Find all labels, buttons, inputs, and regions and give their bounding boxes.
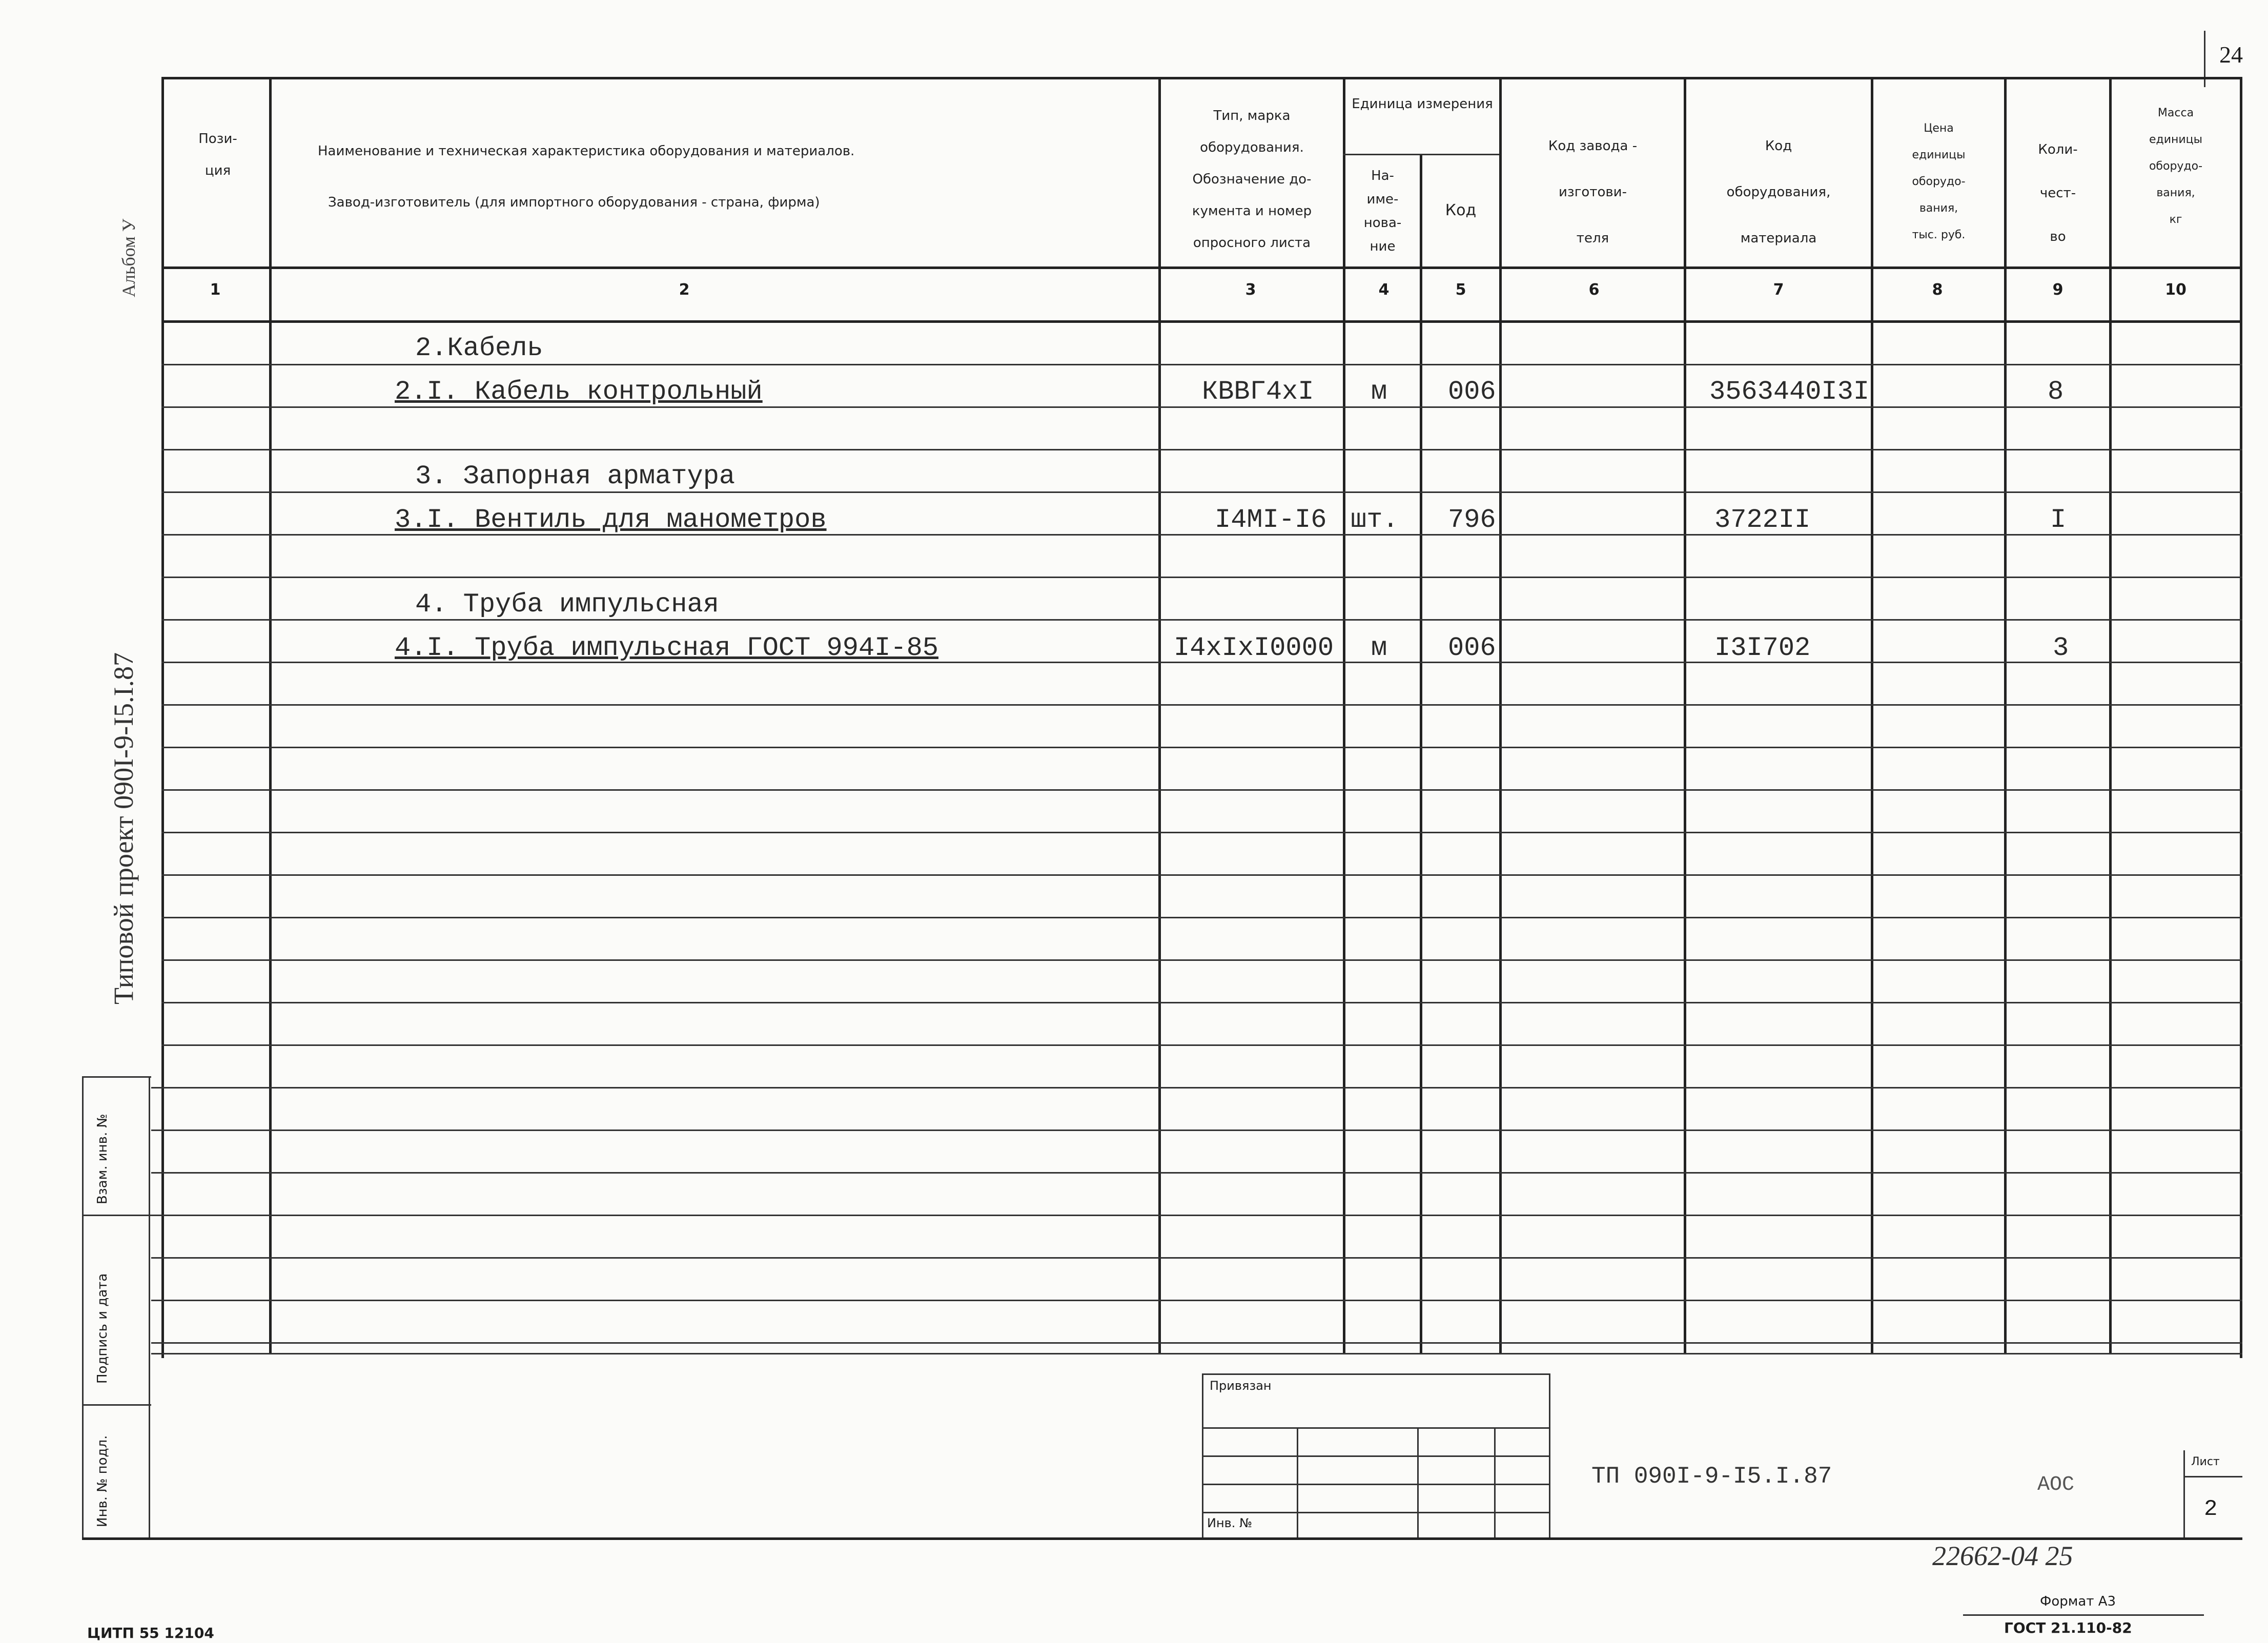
header-unit-name: На- име- нова- ние	[1363, 168, 1402, 254]
table-row-line	[151, 1342, 2242, 1344]
table-row-line	[161, 874, 2242, 876]
row-section-pipe: 4. Труба импульсная	[415, 589, 719, 620]
row-pipe-code: 006	[1448, 633, 1496, 663]
header-plant-code: Код завода - изготови- теля	[1548, 138, 1638, 246]
header-units: Единица измерения	[1352, 96, 1493, 112]
col-number-2: 2	[679, 281, 690, 299]
sheet-box-line	[2183, 1476, 2242, 1477]
frame-bottom	[82, 1537, 2242, 1540]
side-strip-top	[82, 1076, 151, 1078]
sheet-box-left	[2183, 1450, 2185, 1537]
table-row-line	[161, 1044, 2242, 1046]
row-pipe-qty: 3	[2053, 633, 2069, 663]
side-project-label: Типовой проект 090I-9-I5.I.87	[108, 652, 139, 1004]
table-row-line	[151, 1257, 2242, 1259]
stamp-line2	[1202, 1455, 1550, 1457]
table-top-border	[161, 77, 2242, 79]
header-mass: Масса единицы оборудо- вания, кг	[2149, 107, 2203, 226]
col-number-3: 3	[1245, 281, 1256, 299]
row-valve-mat: 3722II	[1714, 505, 1811, 535]
header-position: Пози- ция	[198, 131, 237, 178]
side-inv-no: Взам. инв. №	[95, 1114, 110, 1204]
format-underline	[1963, 1614, 2204, 1616]
side-strip-inner	[149, 1076, 150, 1537]
gost-label: ГОСТ 21.110-82	[2004, 1619, 2132, 1636]
col-number-1: 1	[210, 281, 221, 299]
header-unit-code: Код	[1445, 201, 1477, 219]
row-cable-mat: 3563440I3I	[1709, 377, 1870, 407]
row-section-cable: 2.Кабель	[415, 333, 543, 363]
doc-code: ТП 090I-9-I5.I.87	[1591, 1463, 1832, 1490]
page-number: 24	[2219, 42, 2243, 68]
row-valve-name: 3.I. Вентиль для манометров	[395, 505, 827, 535]
table-row-line	[151, 1172, 2242, 1174]
table-row-line	[161, 577, 2242, 578]
table-row-line	[151, 1353, 2242, 1354]
col-number-6: 6	[1588, 281, 1600, 299]
row-cable-qty: 8	[2048, 377, 2064, 407]
row-cable-name: 2.I. Кабель контрольный	[395, 377, 763, 407]
row-cable-code: 006	[1448, 377, 1496, 407]
sheet-number: 2	[2204, 1496, 2218, 1522]
row-pipe-unit: м	[1371, 633, 1387, 663]
stamp-col3	[1494, 1427, 1496, 1537]
stamp-top	[1202, 1373, 1550, 1375]
side-strip-div1	[82, 1215, 151, 1216]
side-sign-date: Подпись и дата	[95, 1273, 110, 1384]
row-pipe-mat: I3I702	[1714, 633, 1811, 663]
col-number-9: 9	[2052, 281, 2063, 299]
units-subheader-line	[1343, 154, 1499, 155]
table-row-line	[161, 959, 2242, 961]
sheet-label: Лист	[2191, 1455, 2220, 1468]
table-row-line	[161, 704, 2242, 706]
header-name: Наименование и техническая характеристика оборудования и материалов. Завод-изготовитель (для импортного оборудования - страна, фирма)	[318, 143, 855, 210]
stamp-line4	[1202, 1512, 1550, 1513]
stamp-col1	[1297, 1427, 1298, 1537]
table-row-line	[161, 449, 2242, 450]
handwritten-number: 22662-04 25	[1932, 1541, 2073, 1571]
row-valve-type: I4МI-I6	[1215, 505, 1327, 535]
row-cable-unit: м	[1371, 377, 1387, 407]
table-row-line	[161, 917, 2242, 918]
table-row-line	[161, 491, 2242, 493]
doc-suffix: АОС	[2037, 1473, 2075, 1496]
table-row-line	[151, 1215, 2242, 1216]
table-row-line	[151, 1300, 2242, 1301]
side-strip-div2	[82, 1404, 151, 1406]
col-number-4: 4	[1378, 281, 1390, 299]
numbers-row-line	[161, 320, 2242, 323]
side-strip-outer	[82, 1076, 84, 1537]
stamp-inv-label: Инв. №	[1207, 1516, 1253, 1530]
header-type: Тип, марка оборудования. Обозначение до- кумента и номер опросного листа	[1192, 108, 1312, 251]
row-valve-unit: шт.	[1351, 505, 1399, 535]
row-cable-type: КВВГ4хI	[1202, 377, 1314, 407]
row-pipe-name: 4.I. Труба импульсная ГОСТ 994I-85	[395, 633, 938, 663]
header-material-code: Код оборудования, материала	[1726, 138, 1831, 246]
col-number-7: 7	[1773, 281, 1784, 299]
header-bottom-line	[161, 266, 2242, 269]
table-row-line	[151, 1129, 2242, 1131]
stamp-line1	[1202, 1427, 1550, 1429]
header-price: Цена единицы оборудо- вания, тыс. руб.	[1912, 122, 1966, 241]
side-inv-orig: Инв. № подл.	[95, 1435, 110, 1527]
header-quantity: Коли- чест- во	[2038, 142, 2078, 244]
side-album-label: Альбом У	[118, 218, 139, 297]
stamp-col2	[1417, 1427, 1419, 1537]
table-row-line	[161, 832, 2242, 833]
format-label: Формат А3	[2040, 1594, 2116, 1609]
table-left-border	[161, 77, 164, 1358]
col-number-8: 8	[1932, 281, 1943, 299]
row-valve-qty: I	[2050, 505, 2067, 535]
stamp-prikazan: Привязан	[1210, 1379, 1272, 1393]
row-valve-code: 796	[1448, 505, 1496, 535]
table-right-border	[2240, 77, 2242, 1358]
table-row-line	[161, 789, 2242, 791]
table-row-line	[161, 364, 2242, 365]
col-number-10: 10	[2165, 281, 2187, 299]
stamp-line3	[1202, 1484, 1550, 1485]
publisher-label: ЦИТП 55 12104	[87, 1625, 214, 1641]
row-pipe-type: I4хIхI0000	[1174, 633, 1334, 663]
table-row-line	[161, 747, 2242, 748]
col-number-5: 5	[1455, 281, 1466, 299]
table-row-line	[161, 1002, 2242, 1003]
row-section-valves: 3. Запорная арматура	[415, 461, 735, 491]
table-row-line	[151, 1087, 2242, 1089]
